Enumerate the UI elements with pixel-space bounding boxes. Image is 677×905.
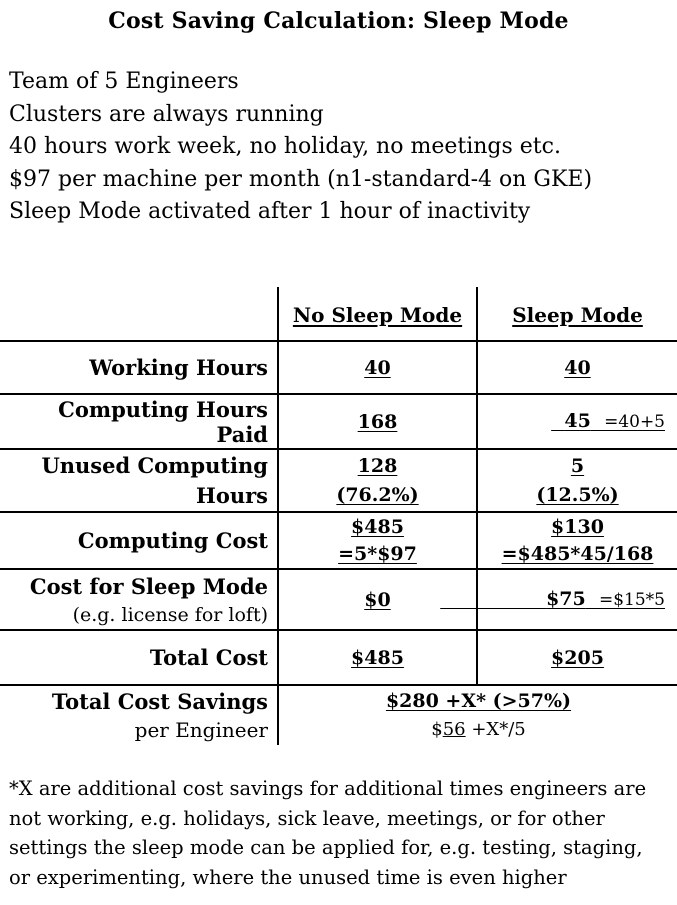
savings-per-engineer-prefix: $: [431, 719, 443, 740]
row-label-total-cost: [0, 631, 268, 684]
sleep-mode-cost-sleep-value: $75: [546, 588, 586, 610]
computing-hours-sleep-cell: [551, 407, 665, 436]
computing-cost-label: Computing Cost: [77, 527, 268, 553]
footnote: *X are additional cost savings for additional times engineers are not working, e.g. holidays, sick leave, meetings, or for other settings the sleep mode can be applied for, e.g. testing, staging, or experimenting, where the unused time is even higher: [9, 777, 647, 889]
assumption-machine-cost: $97 per machine per month (n1-standard-4 on GKE): [9, 166, 593, 192]
assumption-work-week: 40 hours work week, no holiday, no meetings etc.: [9, 134, 561, 159]
computing-cost-no-sleep-value: $485: [351, 515, 404, 538]
sleep-mode-cost-sleep: [478, 570, 677, 629]
sleep-mode-cost-sleep-cell: [440, 585, 665, 614]
assumption-sleep-trigger: Sleep Mode activated after 1 hour of inactivity: [9, 199, 531, 224]
sleep-mode-cost-label: Cost for Sleep Mode: [29, 573, 268, 599]
sleep-mode-cost-sublabel: (e.g. license for loft): [72, 603, 268, 626]
working-hours-no-sleep-value: 40: [364, 356, 391, 379]
computing-hours-no-sleep-value: 168: [357, 410, 398, 433]
header-sleep-mode: [478, 290, 677, 340]
row-label-sleep-mode-cost: [0, 570, 268, 629]
table-divider-left: [277, 287, 279, 745]
computing-hours-no-sleep: [280, 395, 475, 448]
savings-per-engineer: [431, 716, 526, 743]
computing-cost-sleep: [478, 513, 677, 568]
header-no-sleep-label: No Sleep Mode: [292, 303, 463, 327]
savings-per-engineer-amount: 56: [442, 719, 466, 740]
working-hours-label: Working Hours: [89, 354, 268, 380]
savings-per-engineer-suffix: +X*/5: [465, 719, 526, 740]
header-no-sleep-mode: [280, 290, 475, 340]
total-cost-sleep-value: $205: [551, 646, 604, 669]
computing-cost-no-sleep: [280, 513, 475, 568]
working-hours-sleep: [478, 342, 677, 393]
row-label-savings: [0, 686, 268, 746]
working-hours-sleep-value: 40: [564, 356, 591, 379]
assumptions-list: [9, 66, 592, 229]
row-label-unused-hours: [0, 450, 268, 511]
assumption-clusters: Clusters are always running: [9, 101, 324, 127]
computing-hours-label-line2: Paid: [216, 421, 268, 447]
savings-total-value: $280 +X* (>57%): [385, 690, 572, 712]
working-hours-no-sleep: [280, 342, 475, 393]
assumption-team: Team of 5 Engineers: [9, 69, 239, 94]
computing-hours-label-line1: Computing Hours: [58, 396, 268, 422]
computing-hours-sleep: [478, 395, 677, 448]
total-cost-label: Total Cost: [149, 644, 268, 670]
unused-hours-sleep: [478, 450, 677, 511]
computing-cost-sleep-value: $130: [551, 515, 604, 538]
row-label-computing-cost: [0, 513, 268, 568]
unused-hours-label-line2: Hours: [195, 482, 268, 508]
row-label-working-hours: [0, 342, 268, 393]
sleep-mode-cost-no-sleep-value: $0: [364, 588, 391, 611]
total-cost-no-sleep-value: $485: [351, 646, 404, 669]
header-sleep-label: Sleep Mode: [512, 303, 643, 327]
page-title: Cost Saving Calculation: Sleep Mode: [108, 8, 569, 34]
unused-hours-no-sleep-percent: (76.2%): [336, 483, 419, 506]
unused-hours-sleep-percent: (12.5%): [536, 483, 619, 506]
computing-hours-sleep-note: =40+5: [604, 412, 665, 432]
unused-hours-sleep-value: 5: [570, 454, 585, 477]
computing-hours-sleep-value: 45: [564, 410, 591, 432]
savings-value: [280, 686, 677, 744]
savings-label: Total Cost Savings: [51, 689, 268, 714]
total-cost-no-sleep: [280, 631, 475, 684]
unused-hours-label-line1: Unused Computing: [41, 452, 268, 478]
total-cost-sleep: [478, 631, 677, 684]
unused-hours-no-sleep-value: 128: [357, 454, 398, 477]
savings-sublabel: per Engineer: [134, 718, 268, 742]
computing-cost-no-sleep-formula: =5*$97: [338, 542, 417, 565]
computing-cost-sleep-formula: =$485*45/168: [501, 542, 654, 565]
row-label-computing-hours-paid: [0, 395, 268, 448]
sleep-mode-cost-sleep-note: =$15*5: [598, 590, 665, 610]
unused-hours-no-sleep: [280, 450, 475, 511]
